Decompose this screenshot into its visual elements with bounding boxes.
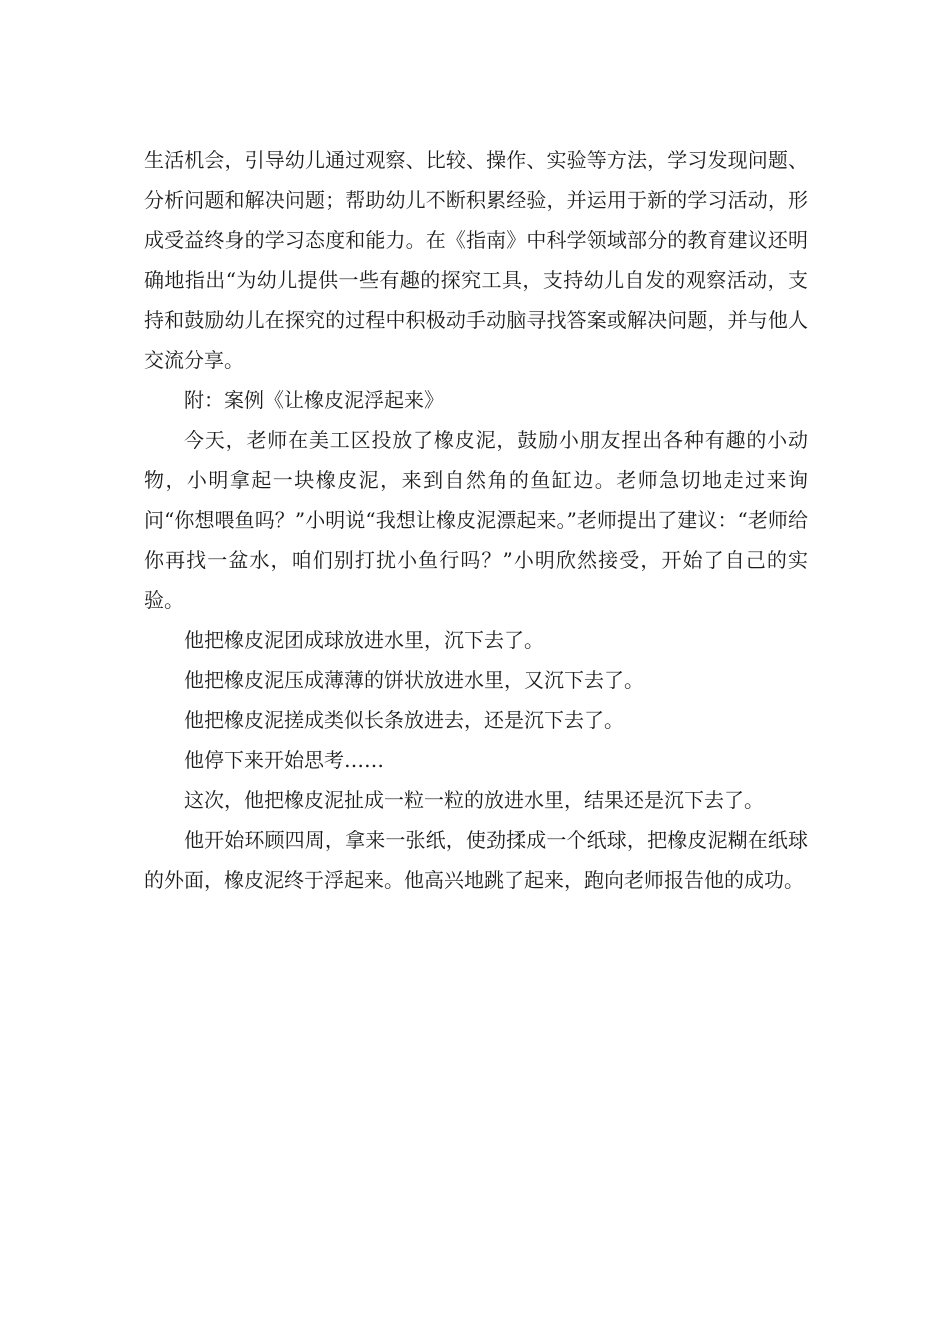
paragraph-attempt-pancake: 他把橡皮泥压成薄薄的饼状放进水里，又沉下去了。	[184, 668, 644, 692]
document-body	[144, 140, 808, 900]
paragraph-case-title: 附：案例《让橡皮泥浮起来》	[184, 388, 444, 412]
paragraph-attempt-strip: 他把橡皮泥搓成类似长条放进去，还是沉下去了。	[184, 708, 624, 732]
paragraph-attempt-pieces: 这次，他把橡皮泥扯成一粒一粒的放进水里，结果还是沉下去了。	[184, 788, 764, 812]
paragraph-thinking: 他停下来开始思考……	[184, 748, 384, 772]
paragraph-success: 他开始环顾四周，拿来一张纸，使劲揉成一个纸球，把橡皮泥糊在纸球的外面，橡皮泥终于浮起来。他高兴地跳了起来，跑向老师报告他的成功。	[144, 828, 808, 892]
paragraph-case-story: 今天，老师在美工区投放了橡皮泥，鼓励小朋友捏出各种有趣的小动物，小明拿起一块橡皮泥，来到自然角的鱼缸边。老师急切地走过来询问“你想喂鱼吗？”小明说“我想让橡皮泥漂起来。”老师提出了建议：“老师给你再找一盆水，咱们别打扰小鱼行吗？”小明欣然接受，开始了自己的实验。	[144, 428, 808, 612]
paragraph-attempt-ball: 他把橡皮泥团成球放进水里，沉下去了。	[184, 628, 544, 652]
paragraph-intro: 生活机会，引导幼儿通过观察、比较、操作、实验等方法，学习发现问题、分析问题和解决问题；帮助幼儿不断积累经验，并运用于新的学习活动，形成受益终身的学习态度和能力。在《指南》中科学领域部分的教育建议还明确地指出“为幼儿提供一些有趣的探究工具，支持幼儿自发的观察活动，支持和鼓励幼儿在探究的过程中积极动手动脑寻找答案或解决问题，并与他人交流分享。	[144, 148, 808, 372]
